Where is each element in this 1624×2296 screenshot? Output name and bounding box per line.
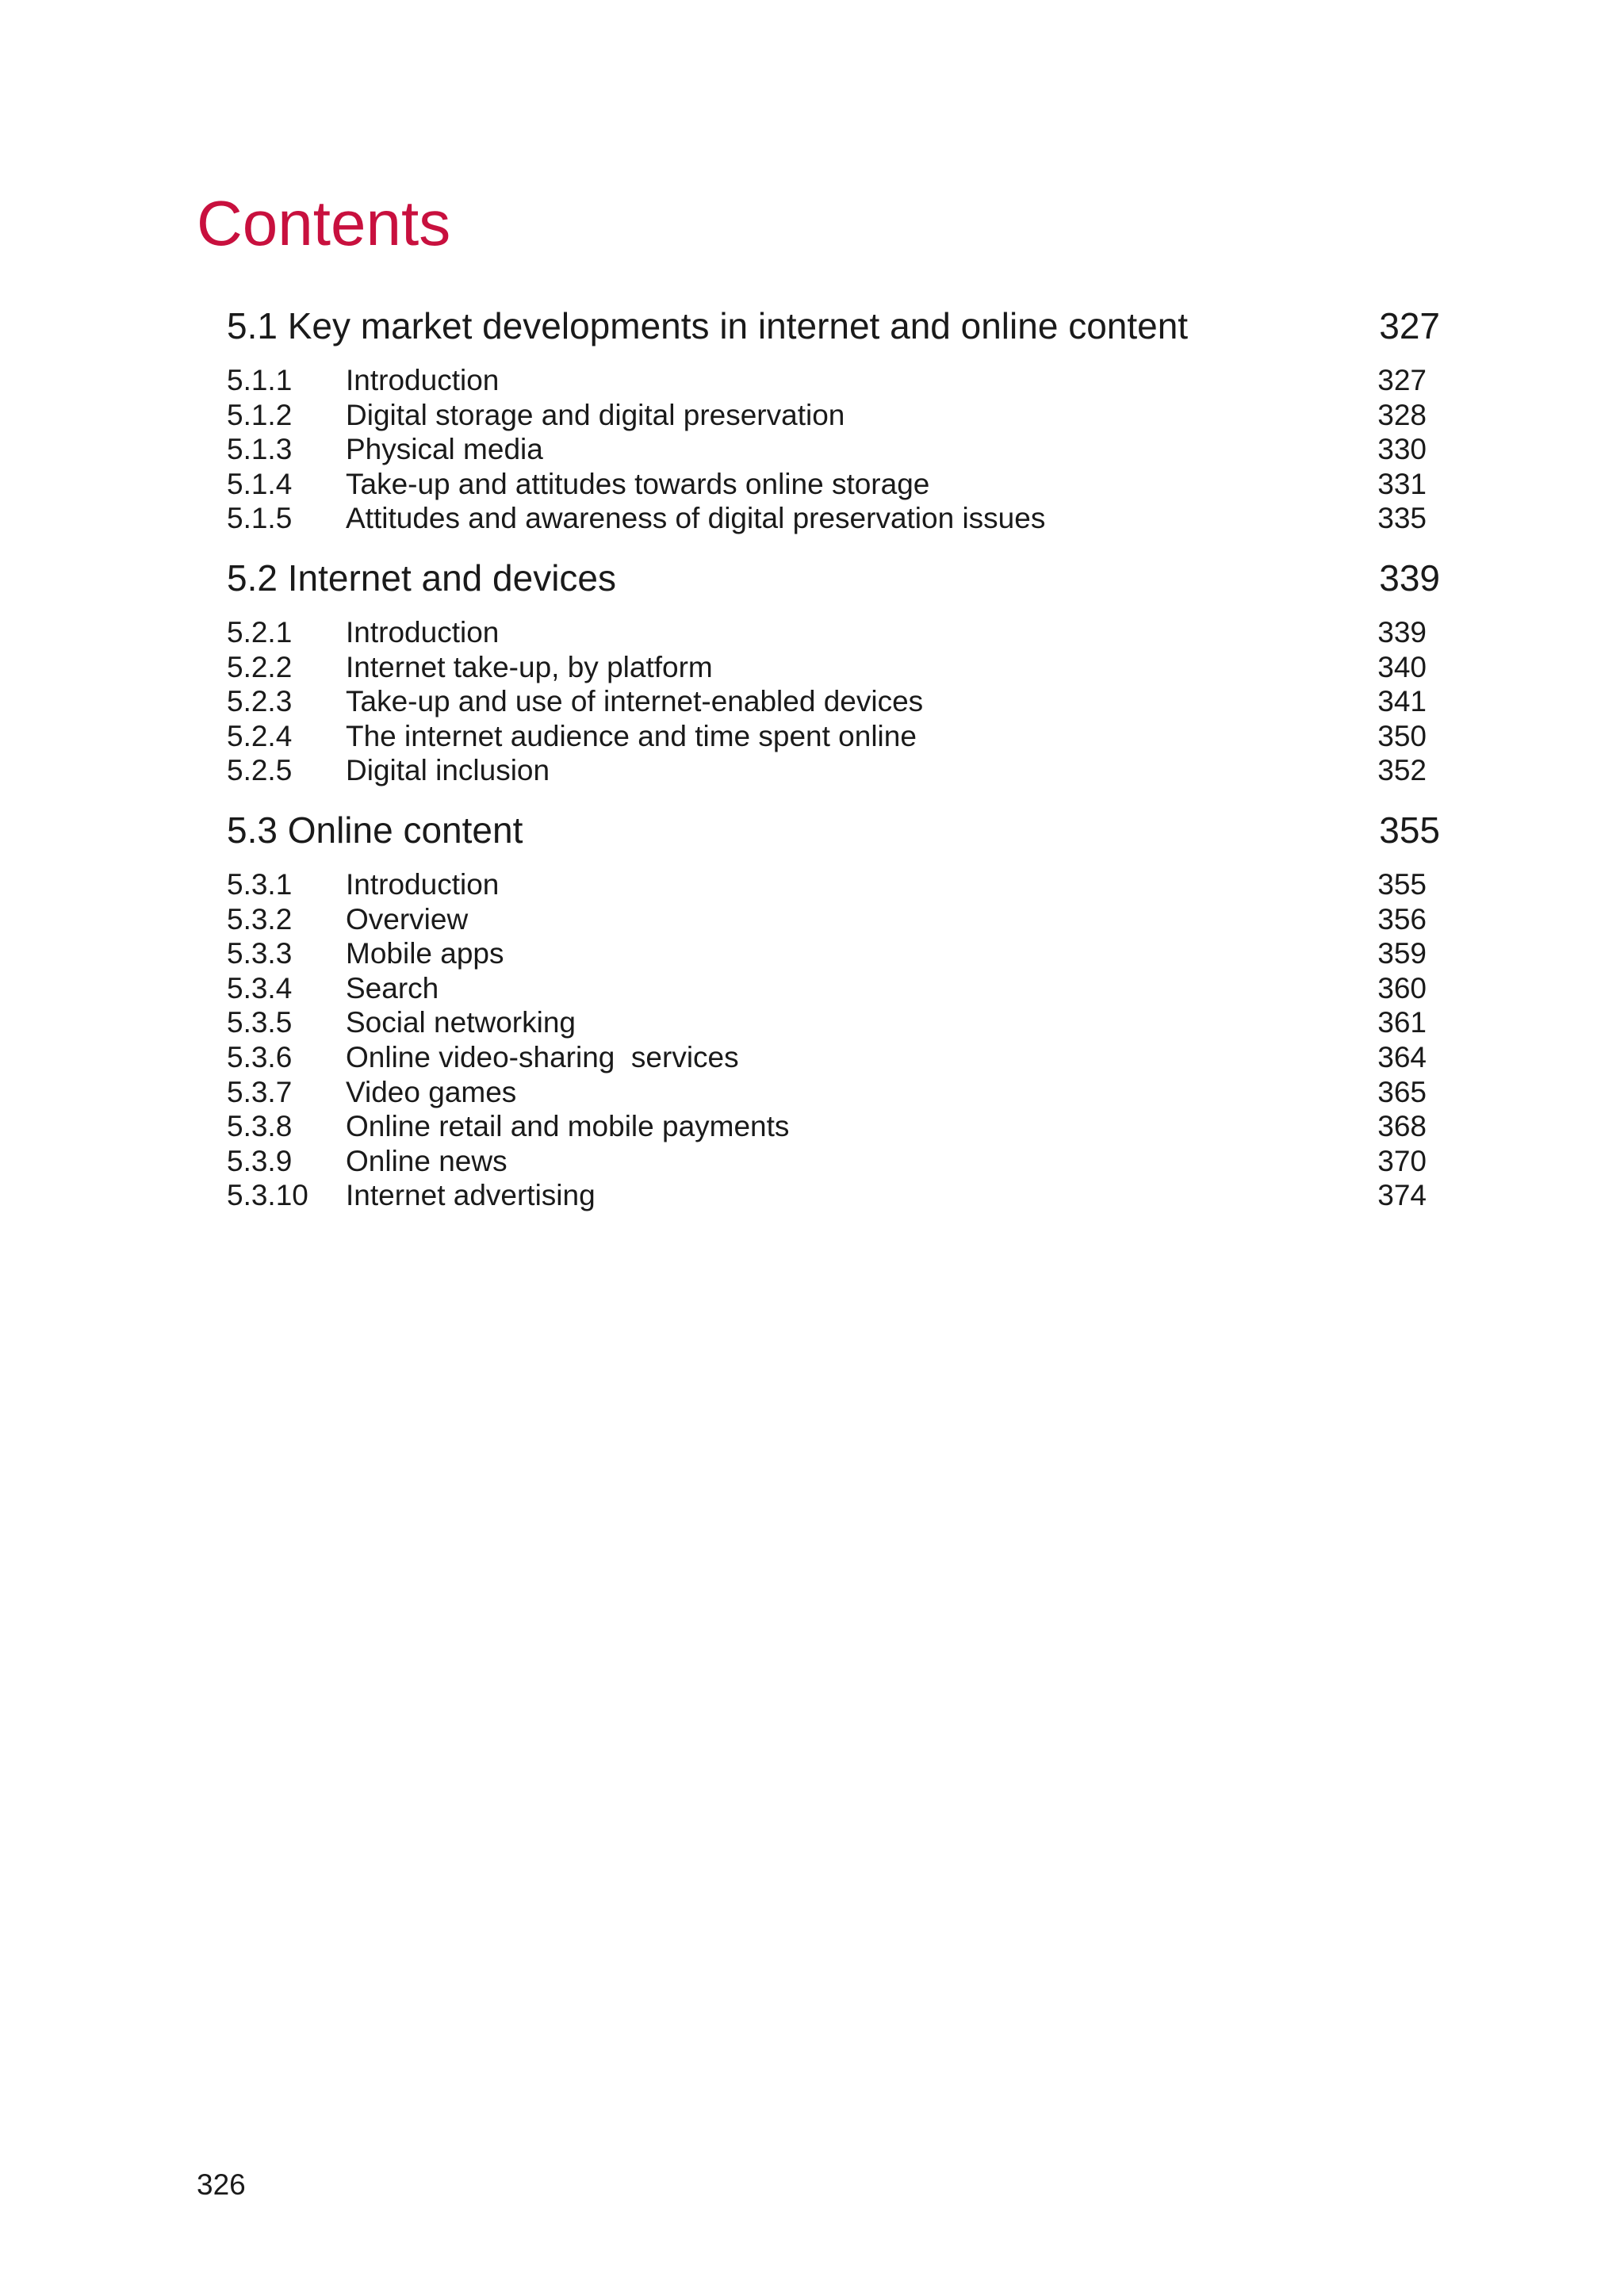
toc-section-page: 355 [1379, 809, 1440, 851]
toc-entry[interactable] [227, 971, 1440, 1006]
toc-section [227, 557, 1440, 788]
toc-entry-page: 330 [1377, 433, 1427, 466]
toc-entry-title: The internet audience and time spent online [346, 719, 917, 752]
toc-entry-number: 5.2.3 [227, 685, 293, 718]
page-title: Contents [197, 188, 451, 258]
footer-page-number: 326 [197, 2168, 246, 2201]
toc-entry-title: Take-up and attitudes towards online storage [346, 467, 930, 500]
toc-section-page: 327 [1379, 305, 1440, 346]
toc-entry-page: 368 [1377, 1110, 1427, 1143]
toc-entry-title: Search [346, 971, 439, 1004]
toc-entry-number: 5.1.4 [227, 467, 293, 500]
toc-entry-number: 5.1.3 [227, 433, 293, 466]
toc-section-page: 339 [1379, 557, 1440, 599]
toc-entry-title: Video games [346, 1075, 517, 1108]
toc-section-heading[interactable] [227, 557, 1440, 599]
toc-entry-number: 5.2.1 [227, 615, 293, 649]
toc-entry-page: 356 [1377, 902, 1427, 936]
toc-entry-number: 5.3.1 [227, 867, 293, 901]
toc-entry[interactable] [227, 719, 1440, 754]
toc-entry-page: 360 [1377, 971, 1427, 1004]
toc-entry-title: Introduction [346, 615, 500, 649]
toc-entry-page: 370 [1377, 1144, 1427, 1177]
toc-entry-page: 335 [1377, 502, 1427, 535]
toc-entry-list [227, 615, 1440, 788]
toc-section-heading[interactable] [227, 304, 1440, 347]
toc-entry-number: 5.3.10 [227, 1179, 308, 1212]
toc-entry-page: 374 [1377, 1179, 1427, 1212]
toc-entry-title: Online video-sharing services [346, 1040, 739, 1073]
toc-entry-number: 5.1.5 [227, 502, 293, 535]
toc-entry[interactable] [227, 363, 1440, 398]
toc-entry[interactable] [227, 432, 1440, 467]
toc-entry-page: 359 [1377, 937, 1427, 970]
toc-entry-number: 5.3.5 [227, 1006, 293, 1039]
toc-entry-number: 5.3.9 [227, 1144, 293, 1177]
toc-entry[interactable] [227, 1075, 1440, 1110]
toc-entry-number: 5.3.7 [227, 1075, 293, 1108]
toc-entry[interactable] [227, 398, 1440, 433]
toc-section-title: 5.3 Online content [227, 809, 523, 851]
toc-entry-title: Internet advertising [346, 1179, 596, 1212]
toc-entry[interactable] [227, 467, 1440, 502]
table-of-contents [227, 304, 1440, 1213]
toc-entry-list [227, 363, 1440, 536]
toc-entry-title: Attitudes and awareness of digital preservation issues [346, 502, 1046, 535]
toc-entry-title: Social networking [346, 1006, 576, 1039]
toc-entry-page: 341 [1377, 685, 1427, 718]
toc-entry-number: 5.1.2 [227, 398, 293, 431]
toc-entry-title: Digital storage and digital preservation [346, 398, 845, 431]
toc-entry-number: 5.2.2 [227, 650, 293, 683]
toc-entry-number: 5.1.1 [227, 364, 293, 396]
toc-entry[interactable] [227, 1040, 1440, 1075]
toc-entry[interactable] [227, 867, 1440, 902]
toc-section-heading[interactable] [227, 809, 1440, 851]
toc-section [227, 809, 1440, 1213]
toc-entry[interactable] [227, 684, 1440, 719]
toc-entry-page: 352 [1377, 754, 1427, 787]
toc-entry[interactable] [227, 501, 1440, 536]
toc-section-title: 5.2 Internet and devices [227, 557, 616, 599]
toc-entry-title: Overview [346, 902, 469, 936]
toc-entry[interactable] [227, 1005, 1440, 1040]
toc-entry-number: 5.3.8 [227, 1110, 293, 1143]
toc-entry[interactable] [227, 650, 1440, 685]
toc-entry-page: 365 [1377, 1075, 1427, 1108]
toc-entry-title: Mobile apps [346, 937, 504, 970]
toc-entry-title: Digital inclusion [346, 754, 550, 787]
toc-section [227, 304, 1440, 536]
toc-entry-title: Introduction [346, 364, 500, 396]
toc-entry-number: 5.3.4 [227, 971, 293, 1004]
toc-entry-page: 355 [1377, 867, 1427, 901]
toc-entry-page: 328 [1377, 398, 1427, 431]
toc-entry-number: 5.2.4 [227, 719, 293, 752]
toc-entry-page: 327 [1377, 364, 1427, 396]
toc-entry-page: 350 [1377, 719, 1427, 752]
toc-entry-number: 5.3.2 [227, 902, 293, 936]
toc-entry[interactable] [227, 1144, 1440, 1179]
toc-entry-list [227, 867, 1440, 1213]
toc-entry-page: 339 [1377, 615, 1427, 649]
toc-entry-title: Online news [346, 1144, 508, 1177]
toc-entry[interactable] [227, 902, 1440, 937]
toc-entry[interactable] [227, 753, 1440, 788]
toc-entry[interactable] [227, 936, 1440, 971]
toc-entry-page: 340 [1377, 650, 1427, 683]
toc-entry-number: 5.2.5 [227, 754, 293, 787]
toc-entry-number: 5.3.3 [227, 937, 293, 970]
toc-entry-page: 331 [1377, 467, 1427, 500]
toc-entry-title: Take-up and use of internet-enabled devices [346, 685, 924, 718]
toc-entry-title: Online retail and mobile payments [346, 1110, 790, 1143]
toc-entry-title: Internet take-up, by platform [346, 650, 713, 683]
toc-entry-title: Physical media [346, 433, 543, 466]
toc-entry[interactable] [227, 1109, 1440, 1144]
toc-entry-title: Introduction [346, 867, 500, 901]
toc-entry-page: 364 [1377, 1040, 1427, 1073]
toc-entry-page: 361 [1377, 1006, 1427, 1039]
toc-entry[interactable] [227, 615, 1440, 650]
toc-entry[interactable] [227, 1178, 1440, 1213]
toc-section-title: 5.1 Key market developments in internet and online content [227, 305, 1189, 346]
toc-entry-number: 5.3.6 [227, 1040, 293, 1073]
